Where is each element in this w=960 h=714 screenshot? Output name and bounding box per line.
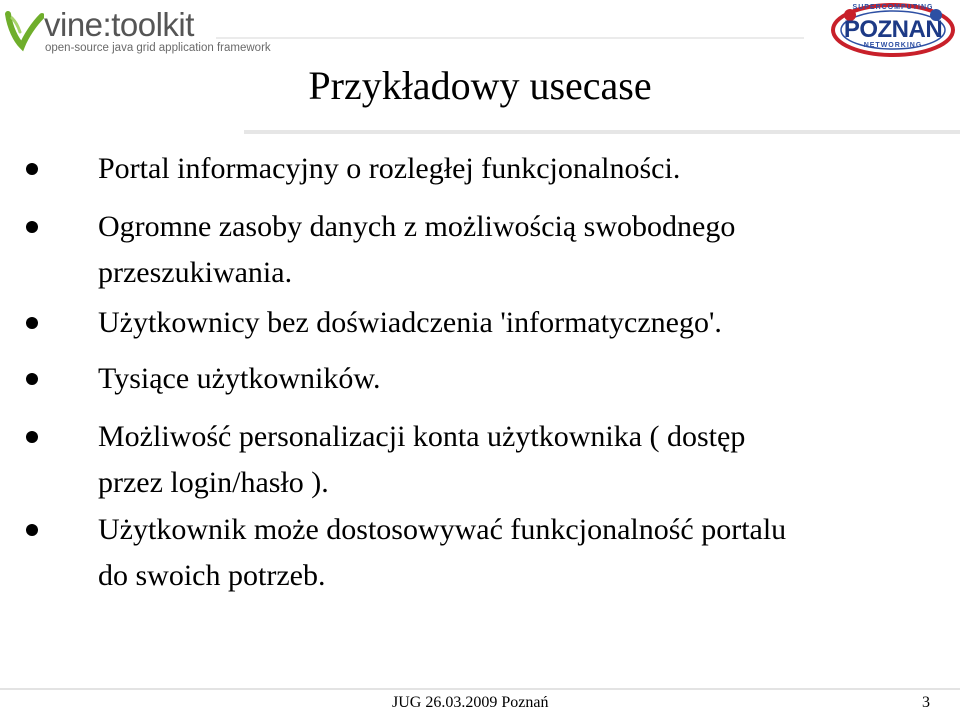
bullet-item-6: [98, 507, 938, 599]
vine-leaf-icon: [4, 6, 44, 56]
bullet-marker: [26, 221, 38, 233]
bullet-marker: [26, 524, 38, 536]
bullet-item-3: [98, 300, 938, 346]
bullet-item-4: [98, 356, 938, 402]
bullet-item-2-line-1: Ogromne zasoby danych z możliwością swobodnego: [98, 210, 736, 243]
bullet-item-5-line-2: przez login/hasło ).: [98, 466, 329, 499]
title-divider: [244, 130, 960, 134]
bullet-item-1-line-1: Portal informacyjny o rozległej funkcjonalności.: [98, 152, 681, 185]
bullet-marker: [26, 163, 38, 175]
poznan-logo: [830, 2, 956, 58]
slide-title: [0, 62, 960, 109]
footer-event: JUG 26.03.2009 Poznań: [392, 694, 549, 711]
poznan-logo-top-text: SUPERCOMPUTING: [852, 4, 934, 11]
bullet-marker: [26, 373, 38, 385]
bullet-item-3-line-1: Użytkownicy bez doświadczenia 'informatycznego'.: [98, 306, 722, 339]
bullet-item-1: [98, 146, 938, 192]
bullet-item-2-line-2: przeszukiwania.: [98, 256, 293, 289]
bullet-item-6-line-2: do swoich potrzeb.: [98, 559, 326, 592]
bullet-marker: [26, 317, 38, 329]
bullet-marker: [26, 431, 38, 443]
poznan-logo-bottom-text: NETWORKING: [863, 42, 923, 49]
bullet-item-5: [98, 414, 938, 506]
bullet-item-5-line-1: Możliwość personalizacji konta użytkownika ( dostęp: [98, 420, 746, 453]
header-divider: [216, 37, 804, 39]
poznan-logo-text: POZNAN: [843, 16, 943, 43]
bullet-item-2: [98, 204, 938, 296]
brand-tagline: open-source java grid application framework: [45, 42, 271, 54]
brand-name: vine:toolkit: [44, 6, 194, 43]
page-number: 3: [922, 694, 930, 711]
footer-divider: [0, 688, 960, 690]
slide-title-text: Przykładowy usecase: [308, 63, 652, 108]
bullet-item-4-line-1: Tysiące użytkowników.: [98, 362, 381, 395]
bullet-item-6-line-1: Użytkownik może dostosowywać funkcjonalność portalu: [98, 513, 787, 546]
vine-toolkit-logo: [4, 6, 271, 56]
